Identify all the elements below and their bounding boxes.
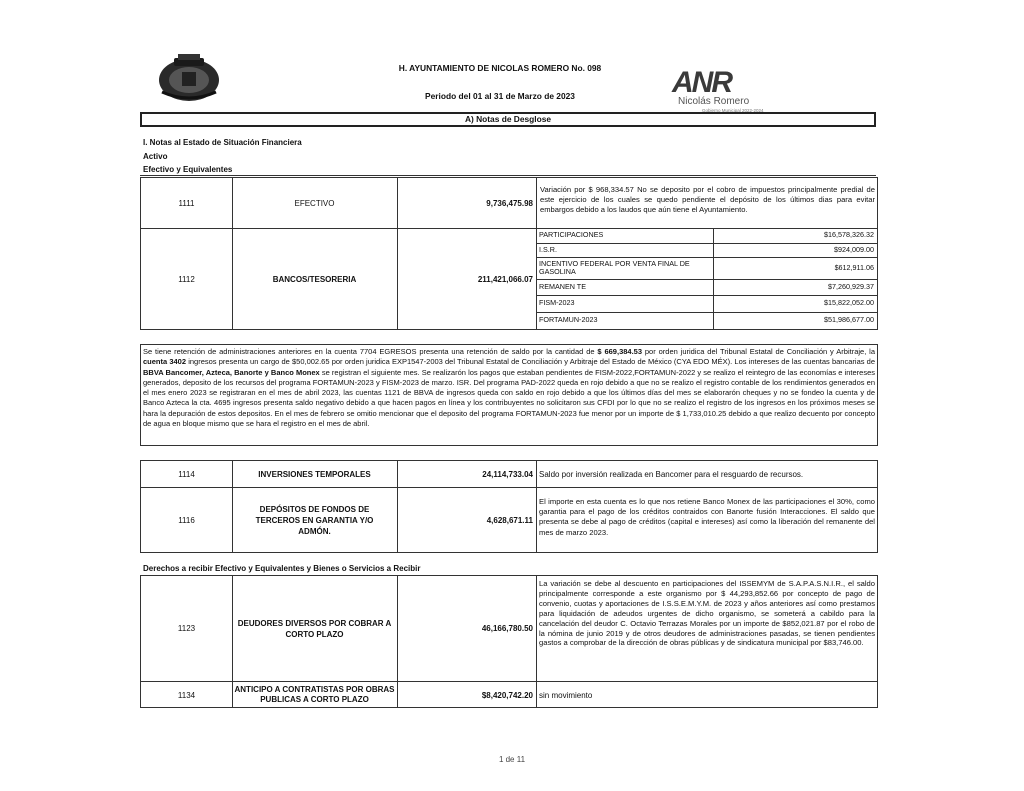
name-1114: INVERSIONES TEMPORALES (258, 469, 371, 479)
desc-1116: El importe en esta cuenta es lo que nos retiene Banco Monex de las participaciones el 30%, como garantia para el pago de los créditos contraidos con Banorte fusión Interacciones. El saldo que presenta se debe al pago de créditos (capital e intereses) así como la liberación del remanente del mes de marzo 2023. (539, 497, 875, 537)
logo-tagline: Gobierno Municipal 2022-2024 (702, 108, 764, 113)
table-inversiones (140, 460, 878, 553)
name-1111: EFECTIVO (294, 198, 335, 208)
bancos-item-value: $924,009.00 (834, 244, 874, 254)
name-1116: DEPÓSITOS DE FONDOS DE TERCEROS EN GARANTIA Y/O ADMÓN. (255, 505, 374, 536)
note-text-1: Se tiene retención de administraciones anteriores en la cuenta 7704 EGRESOS presenta una retención de saldo por la cantidad de (143, 347, 598, 356)
amount-1111: 9,736,475.98 (486, 198, 533, 208)
bancos-item-value: $15,822,052.00 (824, 298, 874, 308)
bancos-item-label: INCENTIVO FEDERAL POR VENTA FINAL DE GASOLINA (539, 258, 690, 276)
table-derechos (140, 575, 878, 708)
heading-derechos: Derechos a recibir Efectivo y Equivalentes y Bienes o Servicios a Recibir (143, 564, 421, 573)
code-1114: 1114 (178, 469, 195, 479)
heading-efectivo: Efectivo y Equivalentes (143, 165, 233, 174)
code-1112: 1112 (178, 275, 195, 284)
bancos-item-label: PARTICIPACIONES (539, 230, 604, 240)
municipal-crest-image (156, 52, 222, 102)
desc-1134: sin movimiento (539, 690, 593, 700)
note-amount: $ 669,384.53 (597, 347, 643, 356)
bancos-item-value: $51,986,677.00 (824, 315, 874, 325)
section-title: A) Notas de Desglose (140, 112, 876, 127)
code-1111: 1111 (178, 198, 195, 208)
amount-1123: 46,166,780.50 (481, 624, 533, 633)
bancos-item-value: $16,578,326.32 (824, 230, 874, 240)
bancos-item-label: REMANEN TE (539, 281, 586, 291)
logo-brand: ANR (672, 66, 731, 99)
page-number: 1 de 11 (498, 755, 526, 764)
retention-note (140, 344, 878, 446)
note-text-3: ingresos presenta un cargo de $50,002.65 por orden juridica EXP1547-2003 del Tribunal Estatal de Conciliación y Arbitraje del Estado de México (CYA EDO MÉX). Los intereses de las cuentas bancarias de (186, 357, 875, 367)
note-account: cuenta 3402 (143, 357, 187, 367)
desc-1123: La variación se debe al descuento en participaciones del ISSEMYM de S.A.P.A.S.N.I.R., el saldo principalmente corresponde a este organismo por $ 44,293,852.66 por concepto de pago de convenio, cuotas y aportaciones de I.S.S.E.M.Y.M. de 2023 y años anteriores así como prestamos para liquidación de adeudos urgentes de dicho organismo, se someterá a cabildo para la cancelación del deudor C. Octavio Terrazas Morales por un importe de $852,021.87 por el robo de la nómina de junio 2019 y de otros deudores de administraciones pasadas, se tienen pendientes gastos a comprobar de la dirección de obras públicas y de sindicatura municipal por $83,746.00. (539, 579, 875, 648)
bancos-item-label: FISM-2023 (539, 298, 575, 308)
bancos-item-value: $7,260,929.37 (828, 281, 874, 291)
note-text-2: por orden juridica del Tribunal Estatal de Conciliación y Arbitraje, la (642, 347, 875, 356)
table-efectivo (140, 177, 878, 330)
note-banks: BBVA Bancomer, Azteca, Banorte y Banco Monex (143, 367, 320, 377)
name-1134: ANTICIPO A CONTRATISTAS POR OBRAS PUBLICAS A CORTO PLAZO (234, 685, 395, 704)
bancos-subtable (536, 228, 877, 329)
desc-1111: Variación por $ 968,334.57 No se deposito por el cobro de impuestos principalmente predial de este ejercicio de los cuales se quedo pendiente el depósito de los últimos dias para evitar embargos debido a los laudos que aún tiene el Ayuntamiento. (540, 185, 875, 215)
bancos-item-label: I.S.R. (539, 244, 557, 254)
code-1134: 1134 (177, 690, 196, 700)
desc-1114: Saldo por inversión realizada en Bancomer para el resguardo de recursos. (539, 469, 804, 479)
name-1112: BANCOS/TESORERIA (272, 275, 357, 284)
code-1123: 1123 (177, 624, 196, 633)
note-text-4: se registran el siguiente mes. Se realizarón los pagos que estaban pendientes de FISM-2022,FORTAMUN-2022 y se realizo el reintegro de las economías e intereses generados, deposito de los recursos del programa FORTAMUN-2023 y FISM-2023 de marzo. ISR. Del programa PAD-2022 queda en rojo debido a que no se realizo el registro contable de los rendimientos generados en el mes enero 2023 se registraran en el mes de abril 2023, las cuentas 1121 de BBVA de ingresos queda con saldo en rojo debido a que los últimos días del mes se elaborarón cheques y no se fondeo la cuenta y de Banco Azteca la cta. 4695 ingresos presenta saldo negativo debido a que hacen pagos en línea y los contribuyentes no solicitaron sus CFDI por lo que no se realizo el registro de los ingresos en los próximos meses se hara la depuración de estos depositos. En el mes de febrero se omitio mencionar que el deposito del programa FORTAMUN-2023 fue menor por un importe de $ 1,733,010.25 debido a que realizo decuento por concepto de agua en bloque mismo que se hara el registro en el mes de abril. (143, 367, 876, 429)
header-period: Periodo del 01 al 31 de Marzo de 2023 (425, 91, 575, 101)
bancos-item-value: $612,911.06 (834, 262, 874, 272)
anr-logo (672, 66, 800, 118)
amount-1114: 24,114,733.04 (482, 469, 533, 479)
header-title: H. AYUNTAMIENTO DE NICOLAS ROMERO No. 098 (398, 63, 602, 73)
heading-activo: Activo (143, 152, 168, 161)
code-1116: 1116 (178, 516, 195, 525)
amount-1134: $8,420,742.20 (481, 690, 533, 700)
heading-divider (140, 175, 876, 176)
heading-notes: I. Notas al Estado de Situación Financiera (143, 138, 302, 147)
bancos-item-label: FORTAMUN-2023 (539, 315, 598, 325)
logo-subtitle: Nicolás Romero (678, 96, 750, 107)
amount-1116: 4,628,671.11 (486, 516, 533, 525)
name-1123: DEUDORES DIVERSOS POR COBRAR A CORTO PLAZO (237, 618, 392, 639)
amount-1112: 211,421,066.07 (477, 275, 533, 284)
